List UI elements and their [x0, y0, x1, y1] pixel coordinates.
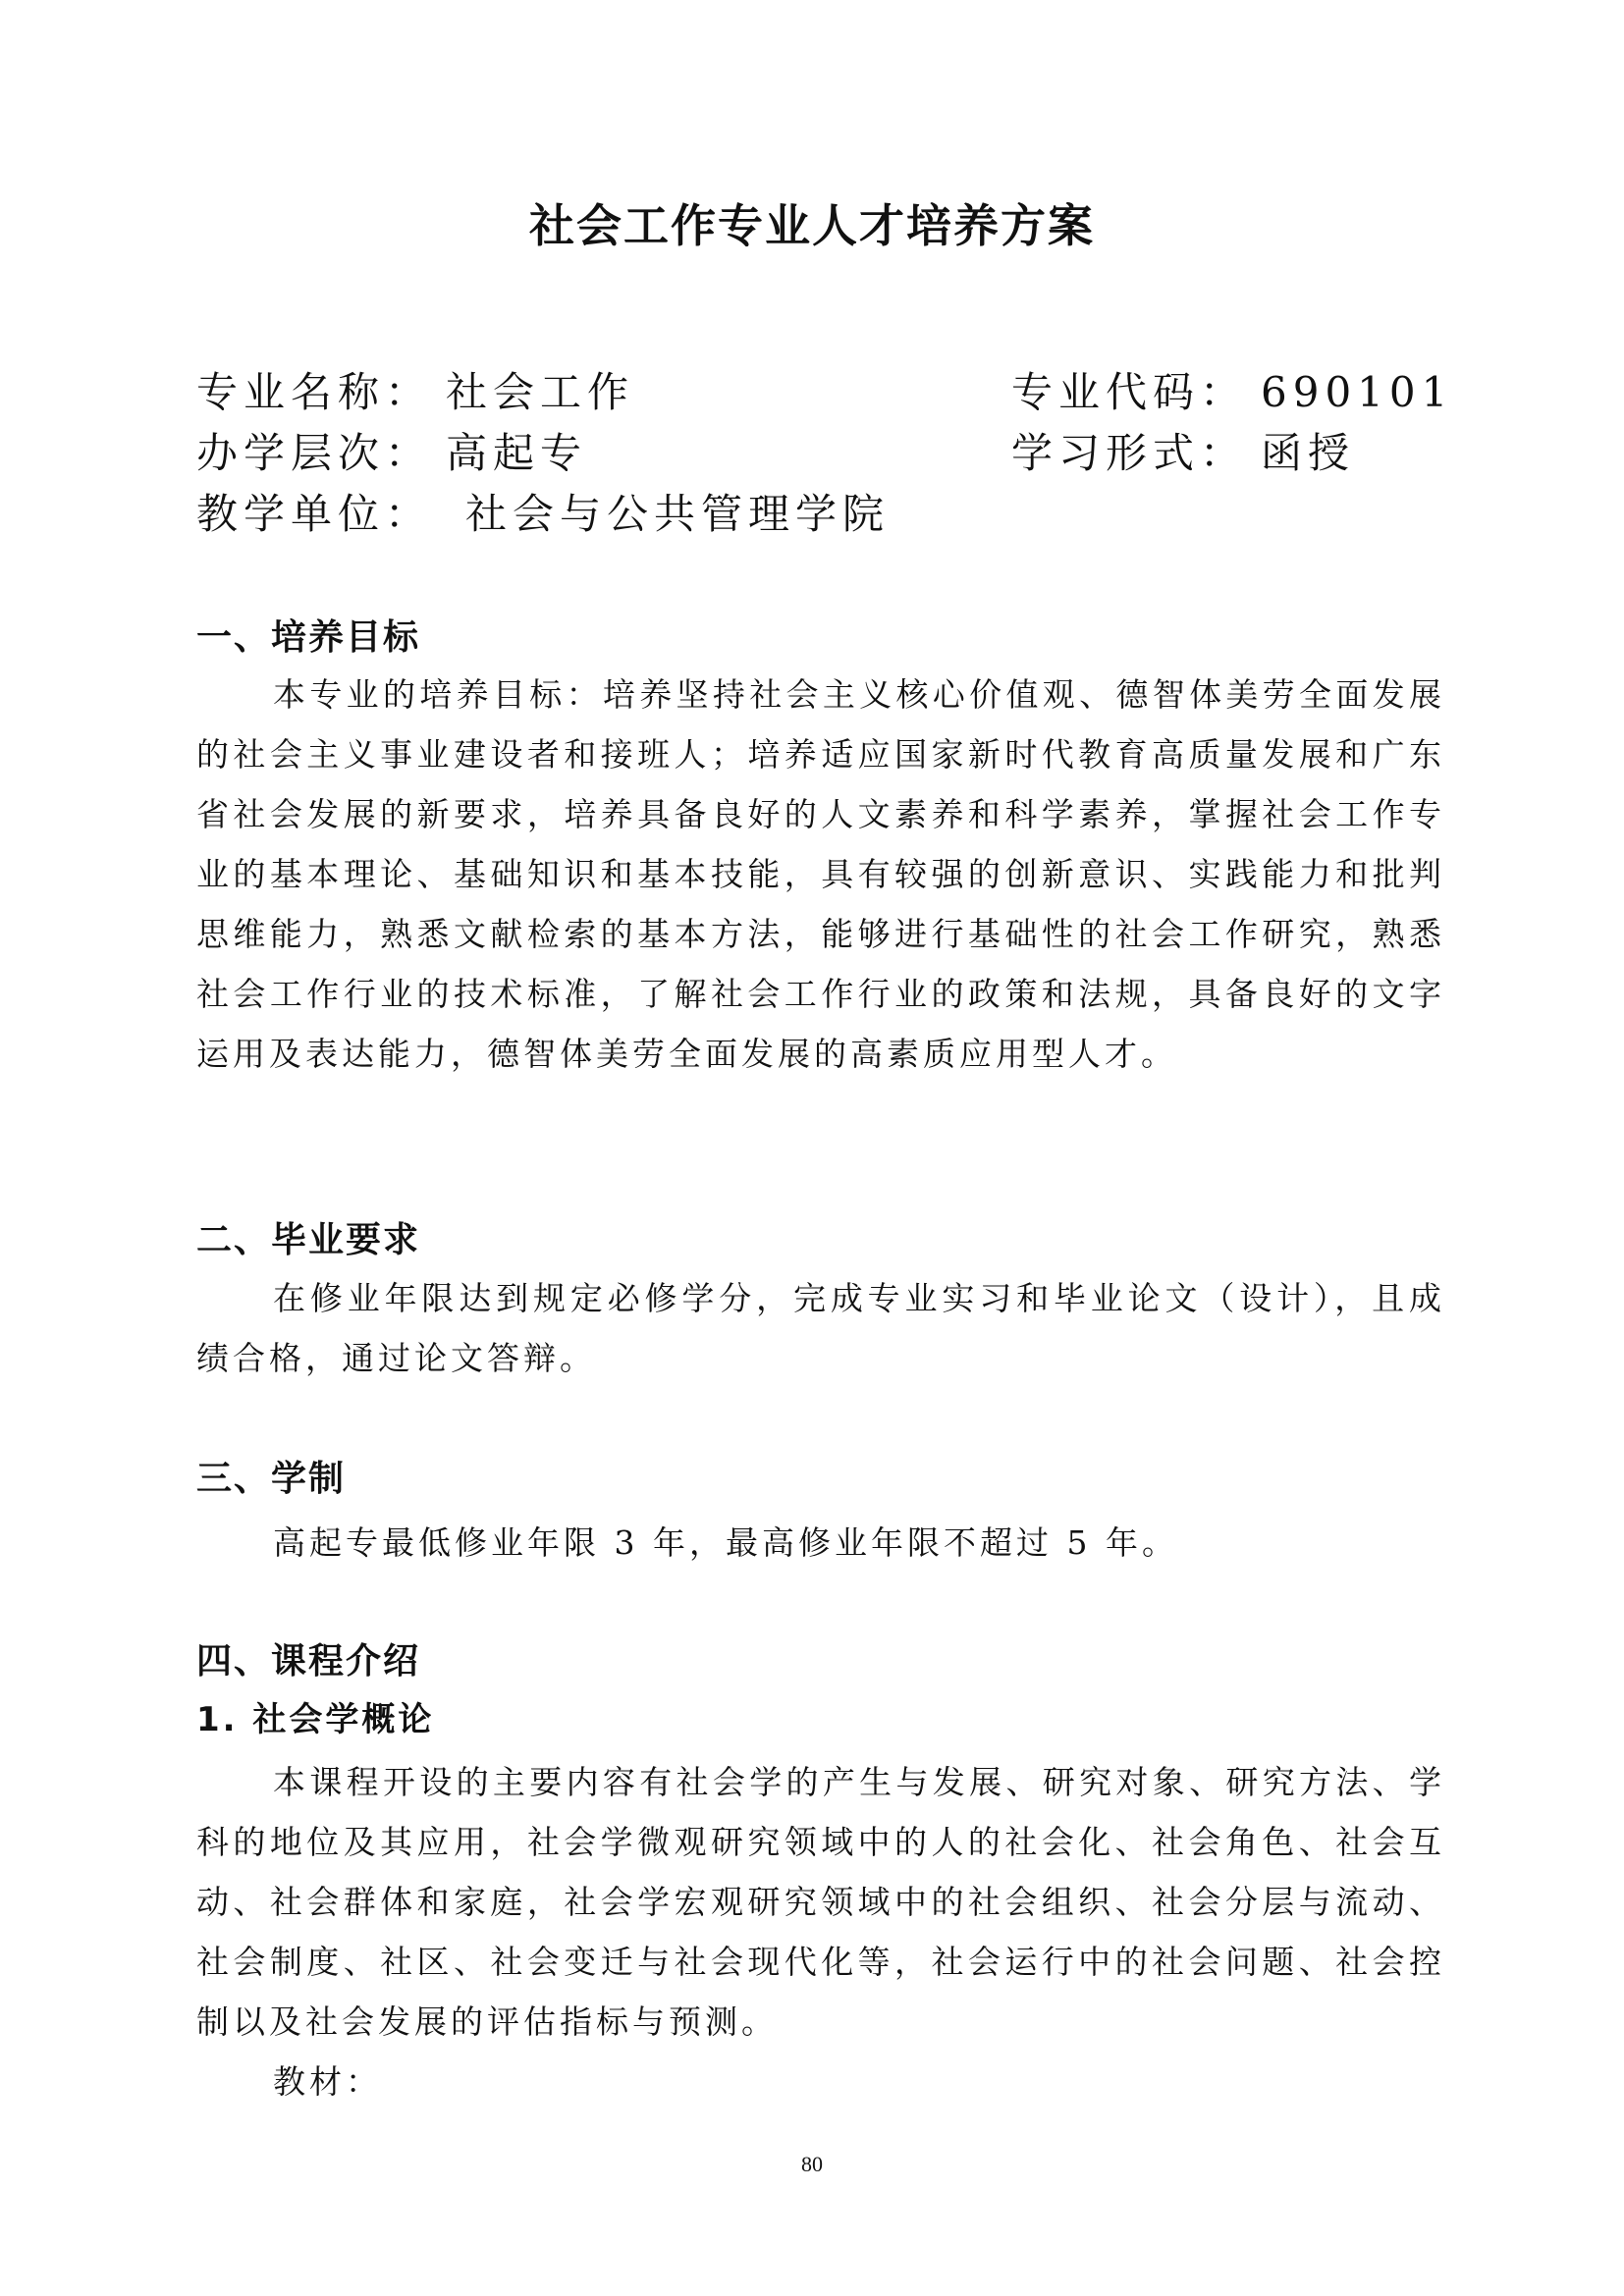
course-title: 1. 社会学概论 [196, 1700, 435, 1739]
major-code-value: 690101 [1261, 368, 1454, 416]
major-code-label: 专业代码： [1011, 368, 1248, 416]
major-name-value: 社会工作 [446, 368, 635, 416]
unit-label: 教学单位： [196, 490, 433, 538]
document-title: 社会工作专业人才培养方案 [529, 199, 1095, 252]
major-code-line [1011, 363, 1453, 422]
level-line [196, 424, 587, 483]
level-value: 高起专 [446, 429, 588, 477]
section-heading-duration: 三、学制 [196, 1459, 347, 1499]
section-heading-graduation-requirements: 二、毕业要求 [196, 1220, 421, 1260]
page-number: 80 [801, 2152, 823, 2176]
textbook-label: 教材： [273, 2062, 382, 2101]
study-form-line [1011, 424, 1355, 483]
study-form-label: 学习形式： [1011, 429, 1248, 477]
section-body-duration: 高起专最低修业年限 3 年，最高修业年限不超过 5 年。 [273, 1523, 1178, 1562]
section-heading-course-intro: 四、课程介绍 [196, 1641, 421, 1682]
unit-line [196, 485, 890, 544]
section-body-graduation-requirements: 在修业年限达到规定必修学分，完成专业实习和毕业论文（设计），且成绩合格，通过论文答辩。 [196, 1279, 1445, 1377]
unit-value: 社会与公共管理学院 [465, 490, 891, 538]
major-name-line [196, 363, 634, 422]
study-form-value: 函授 [1261, 429, 1356, 477]
level-label: 办学层次： [196, 429, 433, 477]
major-name-label: 专业名称： [196, 368, 433, 416]
section-heading-training-goals: 一、培养目标 [196, 617, 421, 658]
section-body-training-goals: 本专业的培养目标：培养坚持社会主义核心价值观、德智体美劳全面发展的社会主义事业建设者和接班人；培养适应国家新时代教育高质量发展和广东省社会发展的新要求，培养具备良好的人文素养和科学素养，掌握社会工作专业的基本理论、基础知识和基本技能，具有较强的创新意识、实践能力和批判思维能力，熟悉文献检索的基本方法，能够进行基础性的社会工作研究，熟悉社会工作行业的技术标准，了解社会工作行业的政策和法规，具备良好的文字运用及表达能力，德智体美劳全面发展的高素质应用型人才。 [196, 675, 1445, 1073]
course-description: 本课程开设的主要内容有社会学的产生与发展、研究对象、研究方法、学科的地位及其应用，社会学微观研究领域中的人的社会化、社会角色、社会互动、社会群体和家庭，社会学宏观研究领域中的社会组织、社会分层与流动、社会制度、社区、社会变迁与社会现代化等，社会运行中的社会问题、社会控制以及社会发展的评估指标与预测。 [196, 1763, 1445, 2041]
